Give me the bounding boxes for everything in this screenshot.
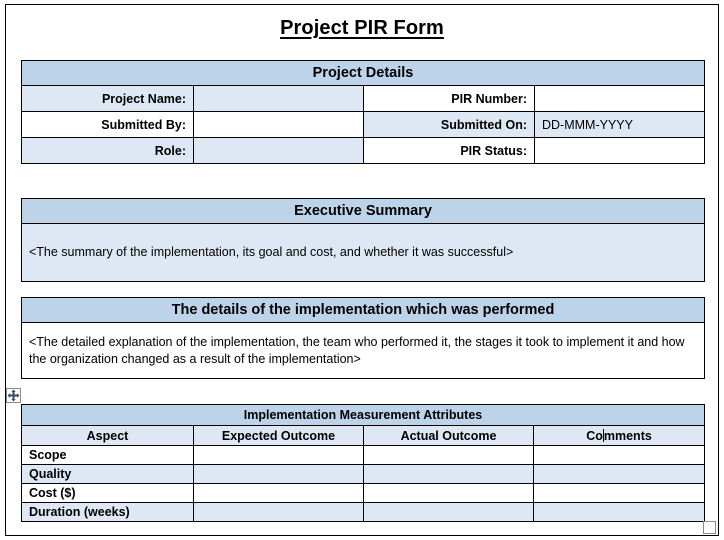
- project-name-field[interactable]: [194, 86, 364, 112]
- cell-cost-comments[interactable]: [534, 484, 705, 503]
- project-details-header: Project Details: [22, 61, 705, 86]
- table-header-row: [22, 426, 705, 446]
- row-label-cost: Cost ($): [22, 484, 194, 503]
- row-label-duration: Duration (weeks): [22, 503, 194, 522]
- table-row: [22, 224, 705, 282]
- cell-quality-comments[interactable]: [534, 465, 705, 484]
- submitted-by-field[interactable]: [194, 112, 364, 138]
- table-row: [22, 405, 705, 426]
- implementation-details-header: The details of the implementation which was performed: [22, 298, 705, 323]
- submitted-on-label: Submitted On:: [364, 112, 535, 138]
- submitted-by-label: Submitted By:: [22, 112, 194, 138]
- executive-summary-header: Executive Summary: [22, 199, 705, 224]
- cell-cost-expected[interactable]: [194, 484, 364, 503]
- implementation-details-body[interactable]: <The detailed explanation of the implementation, the team who performed it, the stages it took to implement it and how the organization changed as a result of the implementation>: [22, 323, 705, 379]
- project-details-table: [21, 60, 705, 164]
- pir-number-label: PIR Number:: [364, 86, 535, 112]
- cell-duration-expected[interactable]: [194, 503, 364, 522]
- comments-text-part1: Co: [586, 428, 603, 443]
- table-row: [22, 446, 705, 465]
- table-row: [22, 323, 705, 379]
- table-row: [22, 112, 705, 138]
- row-label-quality: Quality: [22, 465, 194, 484]
- implementation-details-table: [21, 297, 705, 379]
- page-title: Project PIR Form: [280, 17, 444, 39]
- column-header-expected-outcome: Expected Outcome: [194, 426, 364, 446]
- submitted-on-field[interactable]: DD-MMM-YYYY: [535, 112, 705, 138]
- table-row: [22, 465, 705, 484]
- project-name-label: Project Name:: [22, 86, 194, 112]
- table-row: [22, 484, 705, 503]
- pir-status-label: PIR Status:: [364, 138, 535, 164]
- table-row: [22, 138, 705, 164]
- cell-duration-comments[interactable]: [534, 503, 705, 522]
- cell-cost-actual[interactable]: [364, 484, 534, 503]
- cell-scope-comments[interactable]: [534, 446, 705, 465]
- table-row: [22, 86, 705, 112]
- measurement-table-header: Implementation Measurement Attributes: [22, 405, 705, 426]
- cell-quality-expected[interactable]: [194, 465, 364, 484]
- cell-scope-actual[interactable]: [364, 446, 534, 465]
- table-row: [22, 503, 705, 522]
- table-row: [22, 298, 705, 323]
- cell-scope-expected[interactable]: [194, 446, 364, 465]
- column-header-aspect: Aspect: [22, 426, 194, 446]
- pir-status-field[interactable]: [535, 138, 705, 164]
- table-move-handle[interactable]: [6, 388, 21, 403]
- measurement-attributes-table: [21, 404, 705, 522]
- column-header-actual-outcome: Actual Outcome: [364, 426, 534, 446]
- table-row: [22, 61, 705, 86]
- table-row: [22, 199, 705, 224]
- role-field[interactable]: [194, 138, 364, 164]
- pir-number-field[interactable]: [535, 86, 705, 112]
- executive-summary-body[interactable]: <The summary of the implementation, its goal and cost, and whether it was successful>: [22, 224, 705, 282]
- row-label-scope: Scope: [22, 446, 194, 465]
- comments-text-part2: mments: [603, 428, 652, 443]
- column-header-comments[interactable]: [534, 426, 705, 446]
- table-resize-handle[interactable]: [703, 521, 716, 534]
- cell-duration-actual[interactable]: [364, 503, 534, 522]
- move-cross-icon: [7, 389, 20, 402]
- role-label: Role:: [22, 138, 194, 164]
- executive-summary-table: [21, 198, 705, 282]
- cell-quality-actual[interactable]: [364, 465, 534, 484]
